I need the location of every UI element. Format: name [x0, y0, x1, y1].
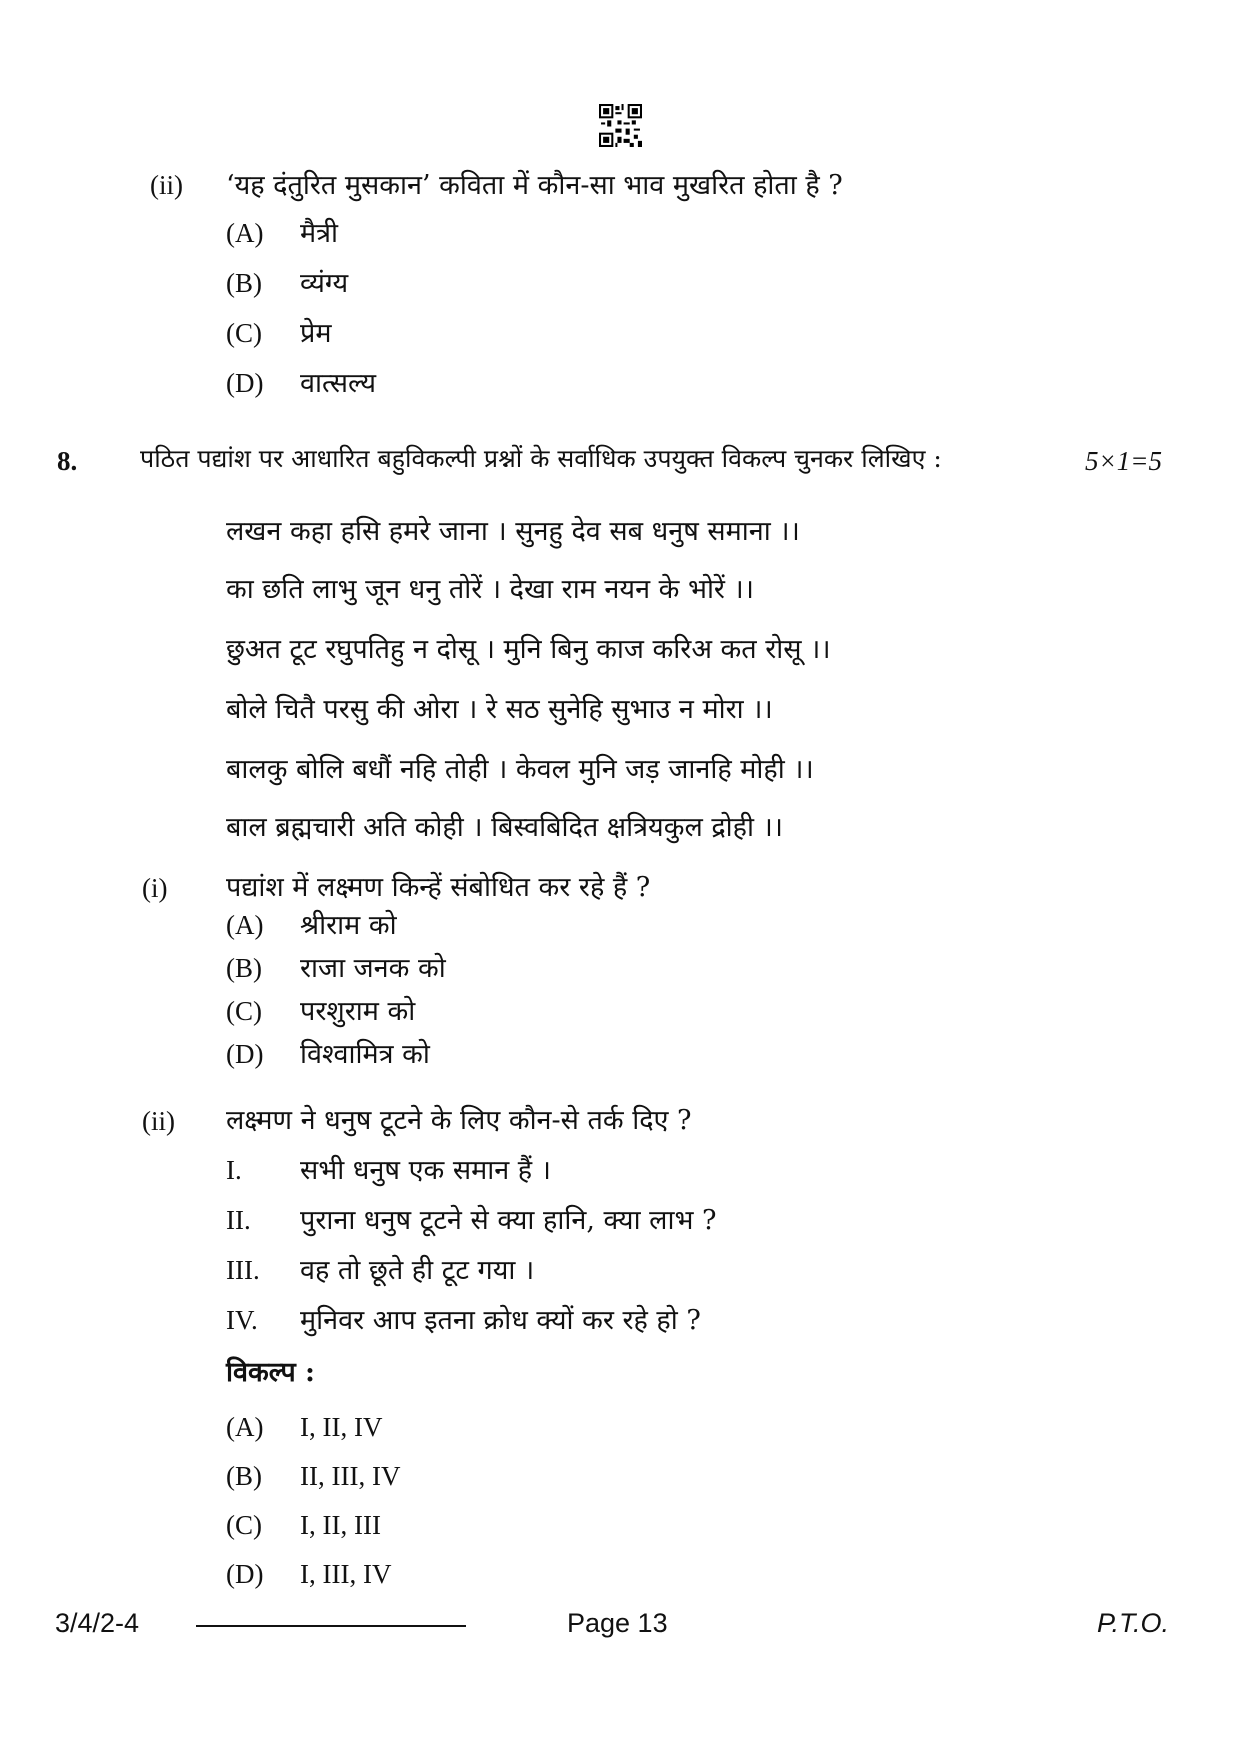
- option-text: II, III, IV: [300, 1461, 401, 1491]
- option-label: (D): [226, 1039, 264, 1069]
- footer-divider: [196, 1625, 466, 1627]
- option-label: (A): [226, 1412, 264, 1442]
- options-heading: विकल्प :: [226, 1357, 316, 1388]
- question-text: ‘यह दंतुरित मुसकान’ कविता में कौन-सा भाव मुखरित होता है ?: [226, 170, 843, 201]
- qr-code-icon: [599, 104, 642, 147]
- verse-line: बोले चितै परसु की ओरा । रे सठ सुनेहि सुभाउ न मोरा ।।: [226, 694, 773, 725]
- marks: 5×1=5: [1085, 446, 1162, 476]
- option-label: (C): [226, 318, 262, 348]
- option-text: श्रीराम को: [300, 910, 397, 941]
- option-text: व्यंग्य: [300, 268, 349, 299]
- option-text: I, III, IV: [300, 1559, 392, 1589]
- please-turn-over: P.T.O.: [1097, 1608, 1170, 1638]
- option-text: प्रेम: [300, 318, 332, 349]
- option-label: (D): [226, 368, 264, 398]
- option-text: परशुराम को: [300, 996, 416, 1027]
- option-label: (B): [226, 1461, 262, 1491]
- option-text: विश्वामित्र को: [300, 1039, 430, 1070]
- option-label: (A): [226, 218, 264, 248]
- option-label: (A): [226, 910, 264, 940]
- verse-line: छुअत टूट रघुपतिहु न दोसू । मुनि बिनु काज करिअ कत रोसू ।।: [226, 634, 831, 665]
- statement-label: II.: [226, 1205, 251, 1235]
- question-number: (i): [142, 873, 168, 903]
- option-text: राजा जनक को: [300, 953, 446, 984]
- question-text: पठित पद्यांश पर आधारित बहुविकल्पी प्रश्नों के सर्वाधिक उपयुक्त विकल्प चुनकर लिखिए :: [140, 444, 942, 473]
- option-label: (C): [226, 1510, 262, 1540]
- verse-line: बालकु बोलि बधौं नहि तोही । केवल मुनि जड़ जानहि मोही ।।: [226, 754, 814, 785]
- statement-text: मुनिवर आप इतना क्रोध क्यों कर रहे हो ?: [300, 1305, 701, 1336]
- question-text: लक्ष्मण ने धनुष टूटने के लिए कौन-से तर्क दिए ?: [226, 1105, 692, 1136]
- statement-text: सभी धनुष एक समान हैं ।: [300, 1155, 551, 1186]
- verse-line: का छति लाभु जून धनु तोरें । देखा राम नयन के भोरें ।।: [226, 574, 755, 605]
- option-label: (B): [226, 268, 262, 298]
- question-text: पद्यांश में लक्ष्मण किन्हें संबोधित कर रहे हैं ?: [226, 872, 651, 903]
- option-label: (D): [226, 1559, 264, 1589]
- option-text: I, II, IV: [300, 1412, 383, 1442]
- page-number: Page 13: [567, 1608, 668, 1638]
- statement-label: III.: [226, 1255, 260, 1285]
- question-number: (ii): [142, 1106, 175, 1136]
- option-label: (C): [226, 996, 262, 1026]
- option-text: I, II, III: [300, 1510, 381, 1540]
- statement-text: पुराना धनुष टूटने से क्या हानि, क्या लाभ ?: [300, 1205, 717, 1236]
- verse-line: बाल ब्रह्मचारी अति कोही । बिस्वबिदित क्षत्रियकुल द्रोही ।।: [226, 812, 784, 843]
- question-number: 8.: [57, 446, 78, 476]
- statement-label: I.: [226, 1155, 242, 1185]
- option-text: मैत्री: [300, 218, 339, 249]
- paper-code: 3/4/2-4: [55, 1608, 140, 1638]
- statement-label: IV.: [226, 1305, 258, 1335]
- option-label: (B): [226, 953, 262, 983]
- verse-line: लखन कहा हसि हमरे जाना । सुनहु देव सब धनुष समाना ।।: [226, 516, 800, 547]
- statement-text: वह तो छूते ही टूट गया ।: [300, 1255, 535, 1286]
- question-number: (ii): [150, 170, 183, 200]
- option-text: वात्सल्य: [300, 368, 376, 399]
